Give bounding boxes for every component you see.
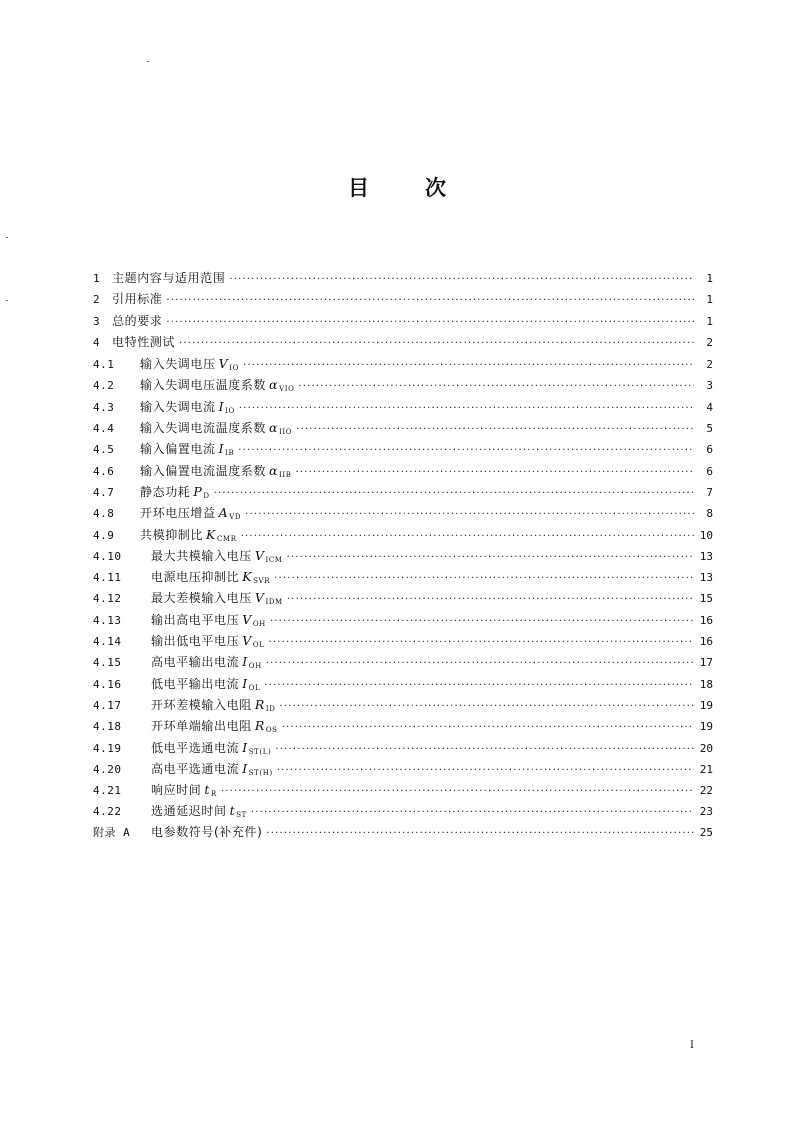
toc-leader-dots <box>251 802 694 823</box>
toc-entry-title: 共模抑制比 <box>140 527 204 542</box>
toc-entry-symbol <box>269 463 292 478</box>
toc-leader-dots <box>166 312 694 333</box>
toc-entry[interactable] <box>93 651 713 672</box>
toc-entry-symbol <box>242 654 262 669</box>
toc-entry-number: 4.18 <box>93 720 122 734</box>
toc-entry-label <box>151 822 262 843</box>
toc-entry-page: 1 <box>706 272 713 285</box>
toc-entry-title: 主题内容与适用范围 <box>112 271 226 285</box>
toc-entry-symbol <box>255 590 283 605</box>
toc-entry[interactable] <box>93 566 713 587</box>
toc-entry-number: 4.1 <box>93 358 115 372</box>
toc-entry-title: 高电平选通电流 <box>151 761 240 776</box>
symbol-subscript: R <box>211 790 217 799</box>
toc-leader-dots <box>214 483 694 504</box>
toc-entry-page: 13 <box>699 549 713 563</box>
toc-entry-page: 8 <box>706 507 713 521</box>
toc-entry-symbol <box>219 399 235 414</box>
symbol-subscript: CMR <box>216 534 237 543</box>
toc-entry[interactable] <box>93 332 713 353</box>
toc-entry-number: 4.2 <box>93 379 115 393</box>
symbol-subscript: SVR <box>253 577 271 586</box>
toc-entry-page: 6 <box>706 443 713 457</box>
toc-entry[interactable] <box>93 758 713 779</box>
toc-leader-dots <box>274 568 694 589</box>
toc-entry-page: 1 <box>706 293 713 307</box>
toc-entry-page: 20 <box>699 741 713 755</box>
toc-leader-dots <box>166 290 694 311</box>
symbol-subscript: ICM <box>265 555 283 564</box>
toc-entry-symbol <box>242 740 271 755</box>
toc-entry-page: 13 <box>699 571 713 585</box>
toc-entry-page: 2 <box>706 335 713 349</box>
toc-entry[interactable] <box>93 502 713 523</box>
toc-entry-label <box>112 332 175 353</box>
symbol-letter: A <box>218 505 229 521</box>
toc-entry-number: 4.4 <box>93 422 115 436</box>
table-of-contents <box>93 268 713 843</box>
toc-entry-number: 4.16 <box>93 677 122 691</box>
toc-entry-page: 10 <box>699 528 713 542</box>
symbol-letter: V <box>254 590 265 606</box>
symbol-letter: I <box>242 760 248 776</box>
toc-entry[interactable] <box>93 587 713 608</box>
toc-entry-page: 19 <box>699 720 713 734</box>
toc-entry-page: 22 <box>699 784 713 798</box>
toc-entry-number: 4.7 <box>93 485 115 499</box>
symbol-letter: V <box>254 547 265 563</box>
toc-entry[interactable] <box>93 353 713 374</box>
symbol-letter: I <box>218 441 225 457</box>
toc-entry[interactable] <box>93 460 713 481</box>
toc-entry-symbol <box>204 782 217 797</box>
toc-entry-number: 4.19 <box>93 741 122 755</box>
toc-entry[interactable] <box>93 779 713 800</box>
symbol-subscript: IIO <box>279 428 293 437</box>
toc-entry-page: 19 <box>699 698 713 712</box>
toc-entry[interactable] <box>93 630 713 651</box>
toc-entry-number: 4.6 <box>93 464 115 478</box>
toc-entry-title: 低电平输出电流 <box>151 676 240 691</box>
toc-entry-title: 选通延迟时间 <box>151 804 227 819</box>
toc-entry-symbol <box>230 803 247 818</box>
toc-entry-page: 5 <box>706 422 713 436</box>
toc-entry-label <box>112 311 162 332</box>
toc-entry[interactable] <box>93 694 713 715</box>
symbol-letter: t <box>204 782 211 798</box>
symbol-letter: I <box>242 654 248 670</box>
scan-speck <box>6 300 8 301</box>
symbol-letter: R <box>254 696 265 712</box>
toc-entry-title: 电特性测试 <box>112 334 176 349</box>
toc-entry-page: 16 <box>699 613 713 627</box>
symbol-subscript: D <box>203 491 210 500</box>
toc-entry[interactable] <box>93 545 713 566</box>
symbol-subscript: IDM <box>265 598 283 607</box>
toc-entry-symbol <box>269 420 292 435</box>
toc-leader-dots <box>277 760 694 781</box>
symbol-subscript: VIO <box>279 385 295 394</box>
toc-entry-number: 4.5 <box>93 443 115 457</box>
toc-entry-page: 18 <box>699 677 713 691</box>
toc-entry[interactable] <box>93 524 713 545</box>
toc-entry-title: 输出低电平电压 <box>151 634 240 649</box>
symbol-subscript: ST(L) <box>248 747 272 756</box>
toc-entry-number: 4.3 <box>93 400 115 414</box>
toc-leader-dots <box>179 333 694 354</box>
toc-leader-dots <box>287 547 694 568</box>
toc-entry-number: 2 <box>93 293 101 307</box>
symbol-subscript: IIB <box>279 470 292 479</box>
toc-entry[interactable] <box>93 417 713 438</box>
toc-leader-dots <box>241 526 694 547</box>
toc-entry-symbol <box>219 356 239 371</box>
toc-entry-title: 响应时间 <box>151 783 202 798</box>
symbol-subscript: IO <box>225 406 235 415</box>
symbol-letter: α <box>269 420 279 436</box>
toc-leader-dots <box>239 398 694 419</box>
toc-entry-number: 4.14 <box>93 635 122 649</box>
toc-entry-number: 4.17 <box>93 698 122 712</box>
toc-entry[interactable] <box>93 374 713 395</box>
toc-entry-page: 6 <box>706 464 713 478</box>
symbol-subscript: OL <box>248 683 261 692</box>
toc-entry-page: 2 <box>706 358 713 372</box>
toc-entry-label <box>112 289 162 310</box>
toc-entry-number: 4.22 <box>93 805 122 819</box>
toc-entry-number: 4.8 <box>93 507 115 521</box>
toc-leader-dots <box>229 269 694 290</box>
symbol-letter: α <box>269 462 279 478</box>
toc-entry-page: 23 <box>699 805 713 819</box>
scan-speck <box>147 61 149 62</box>
toc-entry-title: 输入失调电流 <box>140 399 216 414</box>
toc-entry[interactable] <box>93 737 713 758</box>
toc-leader-dots <box>243 355 694 376</box>
symbol-letter: P <box>193 483 203 499</box>
toc-entry-number: 1 <box>93 272 101 285</box>
toc-entry-number: 4.20 <box>93 762 122 776</box>
toc-entry-title: 输入偏置电流温度系数 <box>140 463 267 478</box>
symbol-letter: V <box>242 611 252 627</box>
toc-entry-title: 开环电压增益 <box>140 506 216 521</box>
symbol-subscript: OH <box>248 662 262 671</box>
toc-entry-title: 最大差模输入电压 <box>151 591 252 606</box>
toc-entry-label <box>112 268 225 289</box>
toc-entry-page: 4 <box>706 400 713 414</box>
toc-entry-title: 输入失调电压温度系数 <box>140 378 267 393</box>
symbol-letter: V <box>218 356 229 372</box>
toc-entry-symbol <box>255 548 283 563</box>
toc-entry-symbol <box>242 676 260 691</box>
toc-leader-dots <box>238 440 694 461</box>
toc-entry-page: 21 <box>699 762 713 776</box>
toc-entry-title: 高电平输出电流 <box>151 655 240 670</box>
symbol-letter: I <box>242 675 248 691</box>
toc-entry[interactable] <box>93 396 713 417</box>
toc-entry-page: 15 <box>699 592 713 606</box>
toc-entry[interactable] <box>93 715 713 736</box>
toc-leader-dots <box>266 823 694 844</box>
toc-leader-dots <box>245 504 694 525</box>
toc-entry[interactable] <box>93 822 713 843</box>
toc-entry[interactable] <box>93 609 713 630</box>
symbol-letter: t <box>229 803 236 819</box>
title-char-2: 次 <box>425 176 446 200</box>
toc-leader-dots <box>296 462 694 483</box>
toc-entry-symbol <box>193 484 209 499</box>
toc-entry-page: 1 <box>706 314 713 328</box>
toc-leader-dots <box>282 717 694 738</box>
toc-entry-page: 25 <box>699 825 713 839</box>
toc-entry-number: 4.13 <box>93 613 122 627</box>
toc-leader-dots <box>275 739 694 760</box>
toc-entry-title: 开环差模输入电阻 <box>151 697 252 712</box>
symbol-letter: α <box>269 377 279 393</box>
toc-entry-number: 4 <box>93 335 101 349</box>
toc-entry-symbol <box>242 633 264 648</box>
toc-entry-title: 电参数符号(补充件) <box>151 824 263 839</box>
toc-entry[interactable] <box>93 438 713 459</box>
toc-entry-title: 开环单端输出电阻 <box>151 719 252 734</box>
toc-entry-number: 4.9 <box>93 528 115 542</box>
toc-entry[interactable] <box>93 311 713 332</box>
toc-leader-dots <box>287 589 694 610</box>
toc-entry-symbol <box>269 377 294 392</box>
toc-leader-dots <box>266 653 694 674</box>
toc-leader-dots <box>221 781 694 802</box>
toc-entry-title: 输入失调电压 <box>140 357 216 372</box>
symbol-subscript: OL <box>252 641 265 650</box>
toc-entry-number: 4.11 <box>93 571 122 585</box>
toc-leader-dots <box>296 419 694 440</box>
toc-entry-symbol <box>255 718 278 733</box>
toc-entry-title: 低电平选通电流 <box>151 740 240 755</box>
toc-leader-dots <box>264 675 694 696</box>
toc-entry-symbol <box>255 697 276 712</box>
page-folio: I <box>690 1040 694 1051</box>
symbol-subscript: ST(H) <box>248 768 273 777</box>
toc-entry-number: 4.12 <box>93 592 122 606</box>
symbol-subscript: OS <box>265 726 278 735</box>
symbol-letter: R <box>254 718 265 734</box>
toc-entry-title: 输出高电平电压 <box>151 612 240 627</box>
symbol-subscript: VD <box>229 513 242 522</box>
toc-entry-title: 最大共模输入电压 <box>151 548 252 563</box>
toc-entry-page: 16 <box>699 635 713 649</box>
toc-entry-title: 输入失调电流温度系数 <box>140 421 267 436</box>
symbol-subscript: IO <box>229 364 239 373</box>
toc-entry-page: 3 <box>706 379 713 393</box>
toc-entry-number: 3 <box>93 314 101 328</box>
toc-entry-symbol <box>219 505 242 520</box>
symbol-letter: K <box>206 526 216 542</box>
symbol-letter: K <box>242 569 253 585</box>
toc-entry-title: 静态功耗 <box>140 484 191 499</box>
toc-entry[interactable] <box>93 481 713 502</box>
symbol-subscript: IB <box>225 449 235 458</box>
symbol-subscript: ST <box>236 811 247 820</box>
toc-entry-title: 输入偏置电流 <box>140 442 216 457</box>
toc-entry-title: 电源电压抑制比 <box>151 570 240 585</box>
toc-entry[interactable] <box>93 800 713 821</box>
page-title <box>0 172 794 202</box>
symbol-letter: V <box>242 633 252 649</box>
toc-entry-number: 4.21 <box>93 784 122 798</box>
toc-entry-number: 附录 A <box>93 825 131 839</box>
toc-entry-page: 17 <box>699 656 713 670</box>
toc-entry-symbol <box>219 441 235 456</box>
symbol-letter: I <box>218 398 225 414</box>
toc-entry-title: 引用标准 <box>112 292 163 307</box>
toc-entry-symbol <box>242 612 266 627</box>
symbol-subscript: ID <box>265 704 276 713</box>
symbol-letter: I <box>242 739 248 755</box>
toc-entry-symbol <box>242 761 273 776</box>
toc-entry[interactable] <box>93 289 713 310</box>
toc-leader-dots <box>279 696 694 717</box>
toc-leader-dots <box>298 376 694 397</box>
toc-entry-number: 4.10 <box>93 549 122 563</box>
toc-entry-symbol <box>206 527 237 542</box>
toc-entry-title: 总的要求 <box>112 313 163 328</box>
toc-entry[interactable] <box>93 268 713 289</box>
toc-leader-dots <box>268 632 694 653</box>
title-char-1: 目 <box>348 176 369 200</box>
toc-leader-dots <box>270 611 694 632</box>
scan-speck <box>6 237 8 238</box>
toc-entry-page: 7 <box>706 485 713 499</box>
toc-entry-symbol <box>242 569 270 584</box>
toc-entry-number: 4.15 <box>93 656 122 670</box>
symbol-subscript: OH <box>252 619 266 628</box>
toc-entry[interactable] <box>93 673 713 694</box>
